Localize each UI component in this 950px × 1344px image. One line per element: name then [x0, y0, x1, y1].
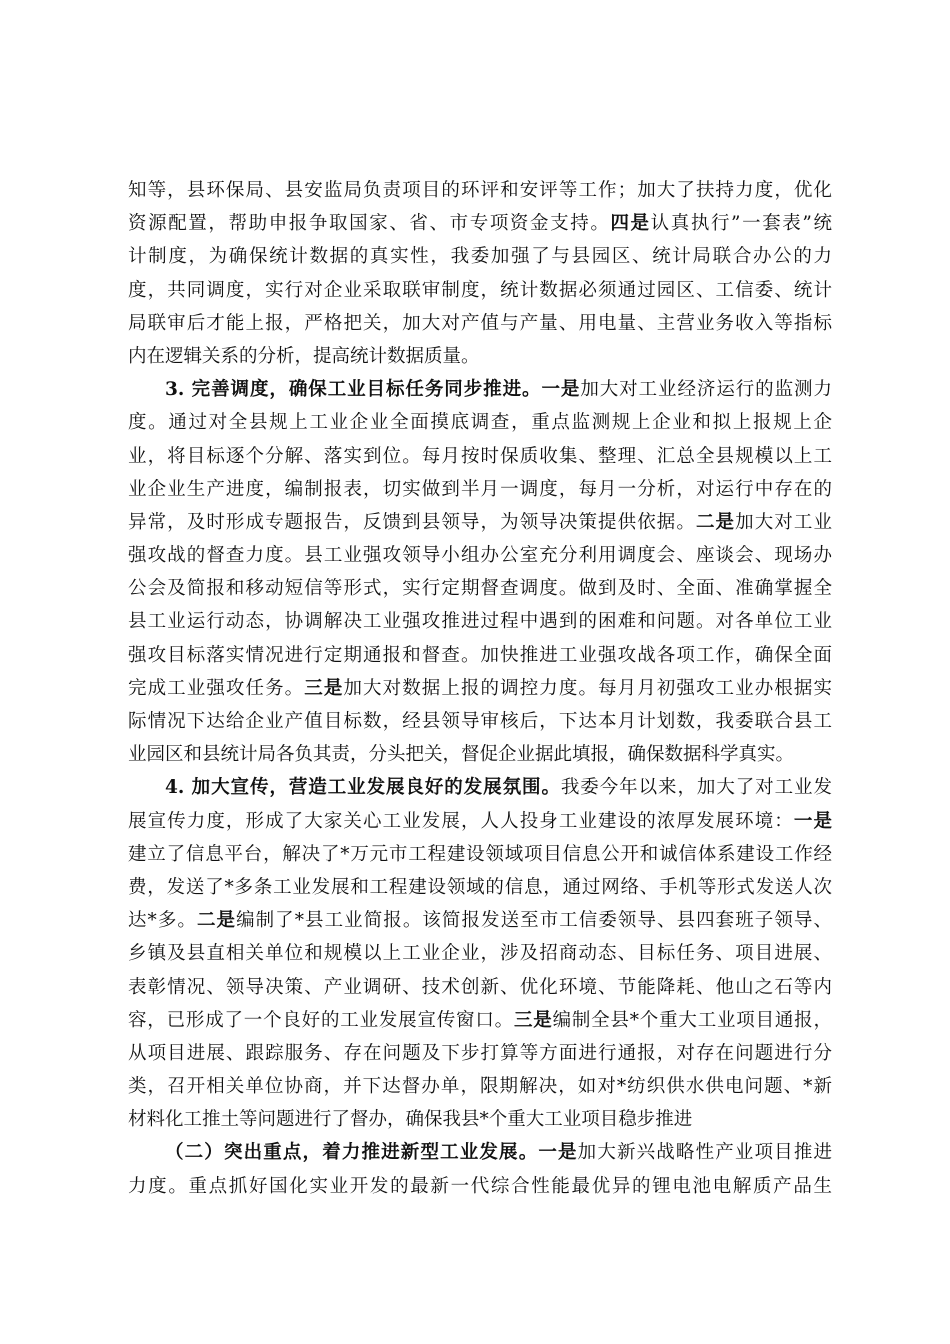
- text-line: [128, 207, 832, 240]
- text-line: [128, 871, 832, 904]
- text-line: [128, 838, 832, 871]
- bold-text-run: 二是: [695, 511, 736, 533]
- text-run: 度。通过对全县规上工业企业全面摸底调查，重点监测规上企业和拟上报规上企: [128, 412, 832, 434]
- text-run: 加大对数据上报的调控力度。每月月初强攻工业办根据实: [343, 677, 832, 699]
- text-run: 完成工业强攻任务。: [128, 677, 305, 699]
- text-line: [128, 340, 832, 373]
- text-line: [128, 440, 832, 473]
- text-run: 建立了信息平台，解决了*万元市工程建设领域项目信息公开和诚信体系建设工作经: [128, 843, 832, 865]
- text-line: [128, 506, 832, 539]
- text-run: 力度。重点抓好国化实业开发的最新一代综合性能最优异的锂电池电解质产品生: [128, 1175, 832, 1197]
- text-run: 乡镇及县直相关单位和规模以上工业企业，涉及招商动态、目标任务、项目进展、: [128, 943, 832, 965]
- paragraph-p4: [128, 1136, 832, 1202]
- text-run: 加大新兴战略性产业项目推进: [577, 1142, 832, 1164]
- text-run: 加大对工业: [735, 511, 832, 533]
- text-run: 加大对工业经济运行的监测力: [580, 379, 832, 401]
- text-run: 编制了*县工业简报。该简报发送至市工信委领导、县四套班子领导、: [236, 910, 832, 932]
- text-line: [128, 705, 832, 738]
- text-line: [128, 805, 832, 838]
- text-line: [128, 1136, 832, 1169]
- text-run: 编制全县*个重大工业项目通报，: [552, 1009, 832, 1031]
- paragraph-p3: [128, 771, 832, 1136]
- paragraph-p2: [128, 373, 832, 771]
- text-run: 类，召开相关单位协商，并下达督办单，限期解决，如对*纺织供水供电问题、*新: [128, 1076, 832, 1098]
- bold-text-run: 3. 完善调度，确保工业目标任务同步推进。: [165, 379, 542, 401]
- text-run: 局联审后才能上报，严格把关，加大对产值与产量、用电量、主营业务收入等指标: [128, 312, 832, 334]
- text-line: [128, 1070, 832, 1103]
- text-run: 内在逻辑关系的分析，提高统计数据质量。: [128, 345, 480, 367]
- text-run: 县工业运行动态，协调解决工业强攻推进过程中遇到的困难和问题。对各单位工业: [128, 611, 832, 633]
- text-line: [128, 572, 832, 605]
- text-line: [128, 274, 832, 307]
- text-line: [128, 937, 832, 970]
- bold-text-run: 一是: [793, 810, 832, 832]
- text-line: [128, 605, 832, 638]
- text-line: [128, 771, 832, 804]
- document-body: [128, 174, 832, 1203]
- text-run: 认真执行”一套表”统: [650, 213, 832, 235]
- text-run: 从项目进展、跟踪服务、存在问题及下步打算等方面进行通报，对存在问题进行分: [128, 1042, 832, 1064]
- text-run: 达*多。: [128, 910, 197, 932]
- text-line: [128, 174, 832, 207]
- text-run: 强攻战的督查力度。县工业强攻领导小组办公室充分利用调度会、座谈会、现场办: [128, 545, 832, 567]
- text-line: [128, 373, 832, 406]
- text-run: 公会及简报和移动短信等形式，实行定期督查调度。做到及时、全面、准确掌握全: [128, 578, 832, 600]
- text-line: [128, 1037, 832, 1070]
- text-run: 资源配置，帮助申报争取国家、省、市专项资金支持。: [128, 213, 611, 235]
- text-run: 展宣传力度，形成了大家关心工业发展，人人投身工业建设的浓厚发展环境：: [128, 810, 794, 832]
- text-line: [128, 307, 832, 340]
- bold-text-run: 一是: [538, 1142, 578, 1164]
- text-run: 业园区和县统计局各负其责，分头把关，督促企业据此填报，确保数据科学真实。: [128, 744, 795, 766]
- text-line: [128, 971, 832, 1004]
- text-run: 计制度，为确保统计数据的真实性，我委加强了与县园区、统计局联合办公的力: [128, 246, 832, 268]
- text-run: 际情况下达给企业产值目标数，经县领导审核后，下达本月计划数，我委联合县工: [128, 711, 832, 732]
- bold-text-run: 三是: [304, 677, 344, 699]
- bold-text-run: 四是: [610, 213, 651, 235]
- text-run: 材料化工推土等问题进行了督办，确保我县*个重大工业项目稳步推进: [128, 1109, 693, 1131]
- text-run: 度，共同调度，实行对企业采取联审制度，统计数据必须通过园区、工信委、统计: [128, 279, 832, 301]
- text-line: [128, 1004, 832, 1037]
- bold-text-run: 一是: [541, 379, 581, 401]
- text-line: [128, 904, 832, 937]
- text-run: 强攻目标落实情况进行定期通报和督查。加快推进工业强攻战各项工作，确保全面: [128, 644, 832, 666]
- bold-text-run: 三是: [513, 1009, 553, 1031]
- text-run: 异常，及时形成专题报告，反馈到县领导，为领导决策提供依据。: [128, 511, 696, 533]
- text-line: [128, 672, 832, 705]
- text-run: 表彰情况、领导决策、产业调研、技术创新、优化环境、节能降耗、他山之石等内: [128, 976, 832, 998]
- bold-text-run: 4. 加大宣传，营造工业发展良好的发展氛围。: [165, 777, 561, 799]
- text-line: [128, 738, 832, 771]
- bold-text-run: （二）突出重点，着力推进新型工业发展。: [165, 1142, 539, 1164]
- text-line: [128, 1103, 832, 1136]
- text-run: 我委今年以来，加大了对工业发: [560, 777, 832, 799]
- bold-text-run: 二是: [196, 910, 237, 932]
- text-line: [128, 473, 832, 506]
- text-run: 容，已形成了一个良好的工业发展宣传窗口。: [128, 1009, 514, 1031]
- text-line: [128, 639, 832, 672]
- text-line: [128, 406, 832, 439]
- text-run: 业，将目标逐个分解、落实到位。每月按时保质收集、整理、汇总全县规模以上工: [128, 445, 832, 467]
- text-run: 知等，县环保局、县安监局负责项目的环评和安评等工作；加大了扶持力度，优化: [128, 180, 832, 201]
- text-line: [128, 1170, 832, 1203]
- text-line: [128, 539, 832, 572]
- text-run: 费，发送了*多条工业发展和工程建设领域的信息，通过网络、手机等形式发送人次: [128, 876, 832, 898]
- paragraph-p1: [128, 174, 832, 373]
- text-run: 业企业生产进度，编制报表，切实做到半月一调度，每月一分析，对运行中存在的: [128, 478, 832, 500]
- text-line: [128, 240, 832, 273]
